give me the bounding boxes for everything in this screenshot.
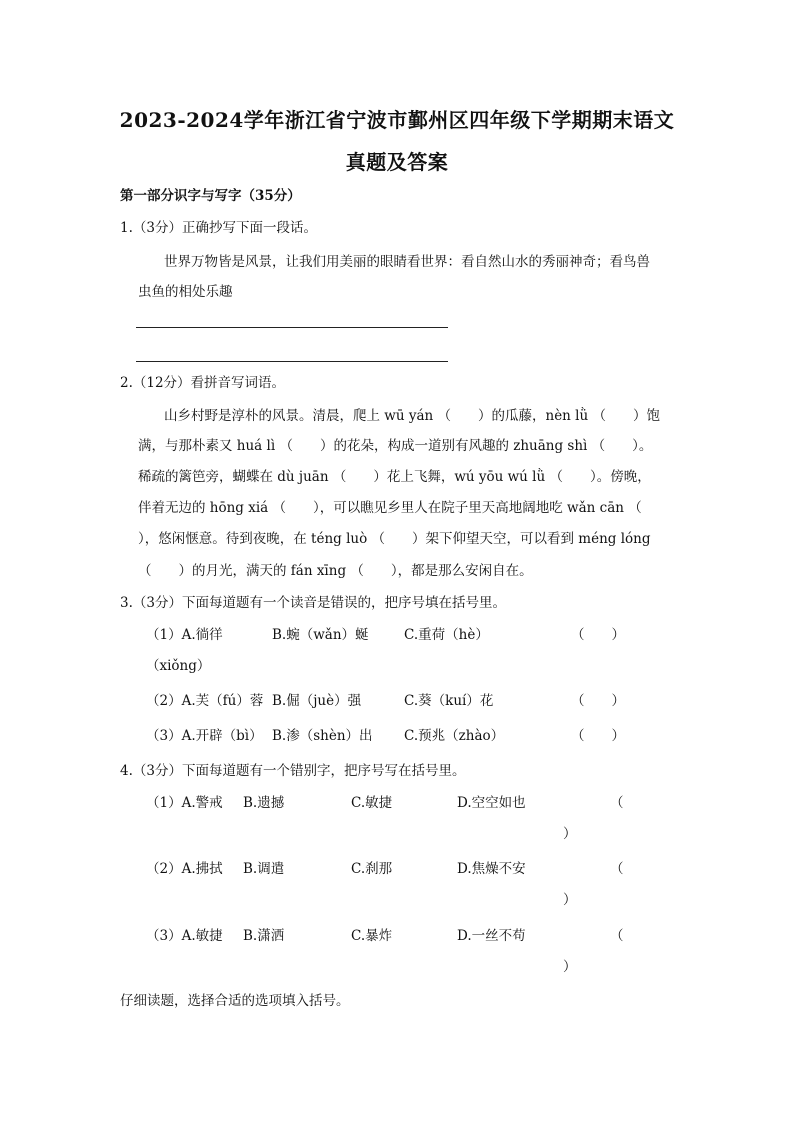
question-3-stem: 3.（3分）下面每道题有一个读音是错误的，把序号填在括号里。 — [120, 595, 506, 611]
question-1-text-line2: 虫鱼的相处乐趣 — [138, 284, 233, 300]
q3-option-a: （1）A.徜徉 — [146, 627, 223, 643]
q3-answer-blank[interactable]: （ ） — [571, 627, 625, 643]
question-2-stem: 2.（12分）看拼音写词语。 — [120, 375, 286, 391]
q4-option-d: D.一丝不苟 — [457, 928, 526, 944]
q4-option-b: B.调遣 — [243, 861, 285, 877]
q3-answer-blank[interactable]: （ ） — [571, 693, 625, 709]
q4-option-b: B.遗撼 — [243, 795, 285, 811]
q3-option-c: C.预兆（zhào） — [404, 728, 505, 744]
q3-option-a: （3）A.开辟（bì） — [146, 728, 263, 744]
question-2-line: 稀疏的篱笆旁，蝴蝶在 dù juān （ ）花上飞舞，wú yōu wú lǜ （ ）。傍晚， — [138, 469, 651, 485]
q4-option-a: （2）A.拂拭 — [146, 861, 223, 877]
q4-answer-close: ） — [563, 892, 577, 908]
question-1-stem: 1.（3分）正确抄写下面一段话。 — [120, 220, 317, 236]
question-2-line: （ ）的月光，满天的 fán xīng （ ），都是那么安闲自在。 — [138, 563, 533, 579]
question-2-line: 满，与那朴素又 huá lì （ ）的花朵，构成一道别有风趣的 zhuāng shì （ ）。 — [138, 438, 653, 454]
q3-option-extra: （xiǒng） — [146, 658, 211, 674]
document-title-line2: 真题及答案 — [345, 150, 449, 174]
q4-option-a: （3）A.敏捷 — [146, 928, 223, 944]
q4-answer-close: ） — [563, 826, 577, 842]
q3-option-a: （2）A.芙（fú）蓉 — [146, 693, 264, 709]
section-heading: 第一部分识字与写字（35分） — [120, 188, 301, 204]
q4-answer-open[interactable]: （ — [610, 861, 624, 877]
question-2-line: 伴着无边的 hōng xiá （ ），可以瞧见乡里人在院子里天高地阔地吃 wǎn cān （ — [138, 500, 642, 516]
q3-option-c: C.葵（kuí）花 — [404, 693, 494, 709]
q4-option-c: C.暴炸 — [351, 928, 393, 944]
instruction-text: 仔细读题，选择合适的选项填入括号。 — [120, 993, 350, 1009]
question-2-line: ），悠闲惬意。待到夜晚，在 téng luò （ ）架下仰望天空，可以看到 méng lóng — [138, 531, 651, 547]
q3-option-b: B.渗（shèn）出 — [272, 728, 373, 744]
q4-answer-close: ） — [563, 959, 577, 975]
q4-answer-open[interactable]: （ — [610, 795, 624, 811]
q4-option-c: C.敏捷 — [351, 795, 393, 811]
q4-option-d: D.焦燥不安 — [457, 861, 526, 877]
q3-option-c: C.重荷（hè） — [404, 627, 489, 643]
answer-line-2 — [136, 361, 448, 362]
q4-option-a: （1）A.警戒 — [146, 795, 223, 811]
q4-answer-open[interactable]: （ — [610, 928, 624, 944]
answer-line-1 — [136, 327, 448, 328]
q4-option-d: D.空空如也 — [457, 795, 526, 811]
q3-answer-blank[interactable]: （ ） — [571, 728, 625, 744]
document-title-line1: 2023-2024学年浙江省宁波市鄞州区四年级下学期期末语文 — [119, 108, 675, 132]
question-2-line: 山乡村野是淳朴的风景。清晨，爬上 wū yán （ ）的瓜藤，nèn lǜ （ ）饱 — [164, 408, 660, 424]
q3-option-b: B.倔（juè）强 — [272, 693, 362, 709]
q4-option-b: B.潇洒 — [243, 928, 285, 944]
question-4-stem: 4.（3分）下面每道题有一个错别字，把序号写在括号里。 — [120, 763, 466, 779]
q3-option-b: B.蜿（wǎn）蜒 — [272, 627, 369, 643]
q4-option-c: C.刹那 — [351, 861, 393, 877]
question-1-text-line1: 世界万物皆是风景，让我们用美丽的眼睛看世界：看自然山水的秀丽神奇；看鸟兽 — [164, 254, 650, 270]
